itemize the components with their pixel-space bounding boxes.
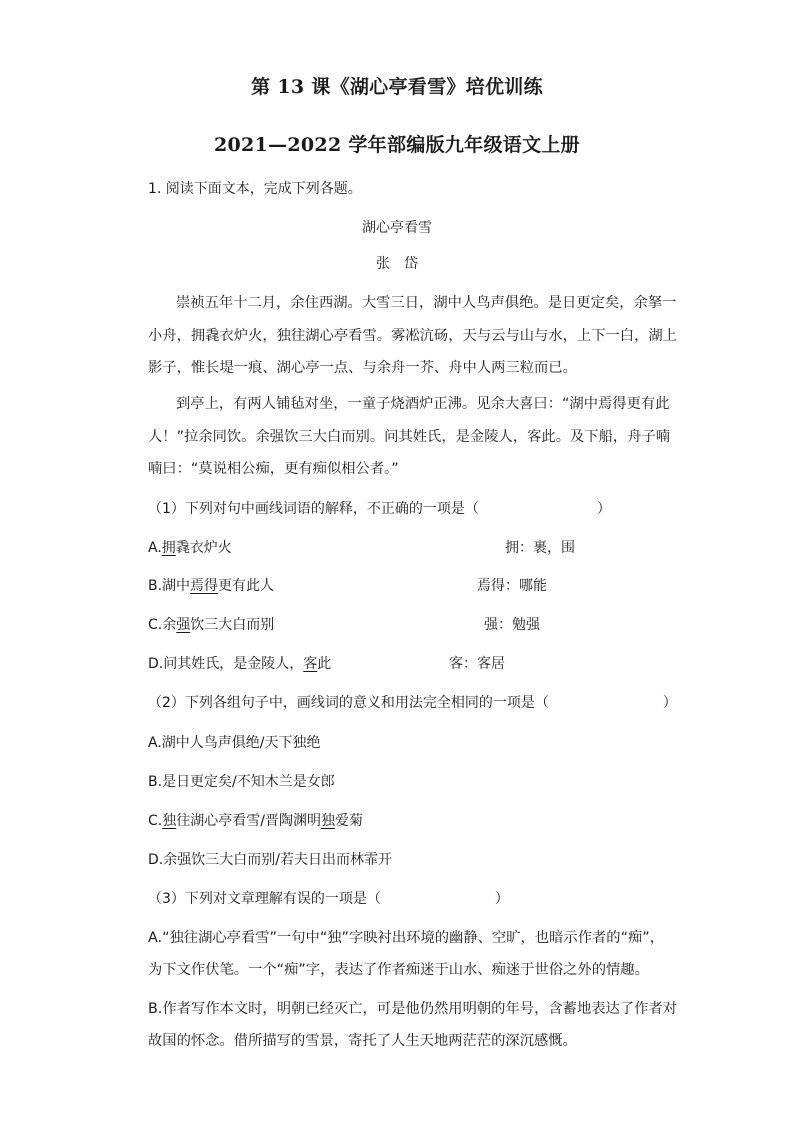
- sub3-option-b-line2: 故国的怀念。借所描写的雪景，寄托了人生天地两茫茫的深沉感慨。: [148, 1033, 577, 1049]
- passage-author: 张 岱: [376, 256, 418, 272]
- underlined-word: 焉得: [190, 578, 219, 594]
- document-title: 第 13 课《湖心亭看雪》培优训练: [251, 76, 543, 98]
- sub1-stem-row: [148, 500, 611, 518]
- underlined-word: 强: [176, 617, 191, 633]
- underlined-word: 独: [320, 813, 335, 829]
- sub3-option-a-line1: A.“独往湖心亭看雪”一句中“独”字映衬出环境的幽静、空旷，也暗示作者的“痴”，: [148, 930, 665, 946]
- sub1-option-b-gloss: 焉得：哪能: [477, 578, 547, 594]
- sub1-close: ）: [596, 501, 611, 517]
- sub2-stem-row: [148, 694, 677, 712]
- passage-para1-line3: 影子，惟长堤一痕、湖心亭一点、与余舟一芥、舟中人两三粒而已。: [148, 360, 577, 376]
- passage-title: 湖心亭看雪: [362, 220, 432, 236]
- sub3-close: ）: [494, 891, 509, 907]
- sub3-stem-row: [148, 890, 509, 908]
- passage-para1-line2: 小舟，拥毳衣炉火，独往湖心亭看雪。雾凇沆砀，天与云与山与水，上下一白，湖上: [148, 328, 677, 344]
- sub2-close: ）: [662, 695, 677, 711]
- underlined-word: 客: [303, 656, 318, 672]
- underlined-word: 独: [162, 813, 177, 829]
- marked-word: 是: [162, 774, 177, 790]
- question-1-label: 1. 阅读下面文本，完成下列各题。: [148, 181, 362, 197]
- sub1-option-b: B.湖中焉得更有此人: [148, 578, 275, 594]
- passage-para2-line1: 到亭上，有两人铺毡对坐，一童子烧酒炉正沸。见余大喜曰：“湖中焉得更有此: [176, 396, 670, 412]
- sub3-option-b-line1: B.作者写作本文时，明朝已经灭亡，可是他仍然用明朝的年号，含蓄地表达了作者对: [148, 1001, 678, 1017]
- sub2-option-d: D.余强饮三大白而别/若夫日出而林霏开: [148, 852, 392, 868]
- passage-para2-line3: 喃曰：“莫说相公痴，更有痴似相公者。”: [148, 461, 399, 477]
- marked-word: 绝: [245, 735, 260, 751]
- sub1-option-c-gloss: 强：勉强: [484, 617, 540, 633]
- sub2-stem: （2）下列各组句子中，画线词的意义和用法完全相同的一项是（: [148, 695, 549, 711]
- sub2-option-a: A.湖中人鸟声俱绝/天下独绝: [148, 735, 321, 751]
- sub1-stem: （1）下列对句中画线词语的解释，不正确的一项是（: [148, 501, 479, 517]
- sub3-option-a-line2: 为下文作伏笔。一个“痴”字，表达了作者痴迷于山水、痴迷于世俗之外的情趣。: [148, 962, 649, 978]
- marked-word: 是: [292, 774, 307, 790]
- sub1-option-a: A.拥毳衣炉火: [148, 540, 232, 556]
- sub1-option-c: C.余强饮三大白而别: [148, 617, 275, 633]
- sub1-option-a-gloss: 拥：裹，围: [505, 540, 575, 556]
- sub2-option-b: B.是日更定矣/不知木兰是女郎: [148, 774, 335, 790]
- marked-word: 而: [247, 852, 262, 868]
- underlined-word: 拥: [161, 540, 176, 556]
- marked-word: 绝: [306, 735, 321, 751]
- passage-para2-line2: 人！”拉余同饮。余强饮三大白而别。问其姓氏，是金陵人，客此。及下船，舟子喃: [148, 429, 671, 445]
- sub1-option-d-gloss: 客：客居: [449, 656, 505, 672]
- sub1-option-d: D.问其姓氏，是金陵人，客此: [148, 656, 332, 672]
- sub3-stem: （3）下列对文章理解有误的一项是（: [148, 891, 381, 907]
- document-subtitle: 2021—2022 学年部编版九年级语文上册: [214, 134, 580, 156]
- marked-word: 而: [335, 852, 350, 868]
- passage-para1-line1: 崇祯五年十二月，余住西湖。大雪三日，湖中人鸟声俱绝。是日更定矣，余拏一: [176, 295, 677, 311]
- sub2-option-c: C.独往湖心亭看雪/晋陶渊明独爱菊: [148, 813, 363, 829]
